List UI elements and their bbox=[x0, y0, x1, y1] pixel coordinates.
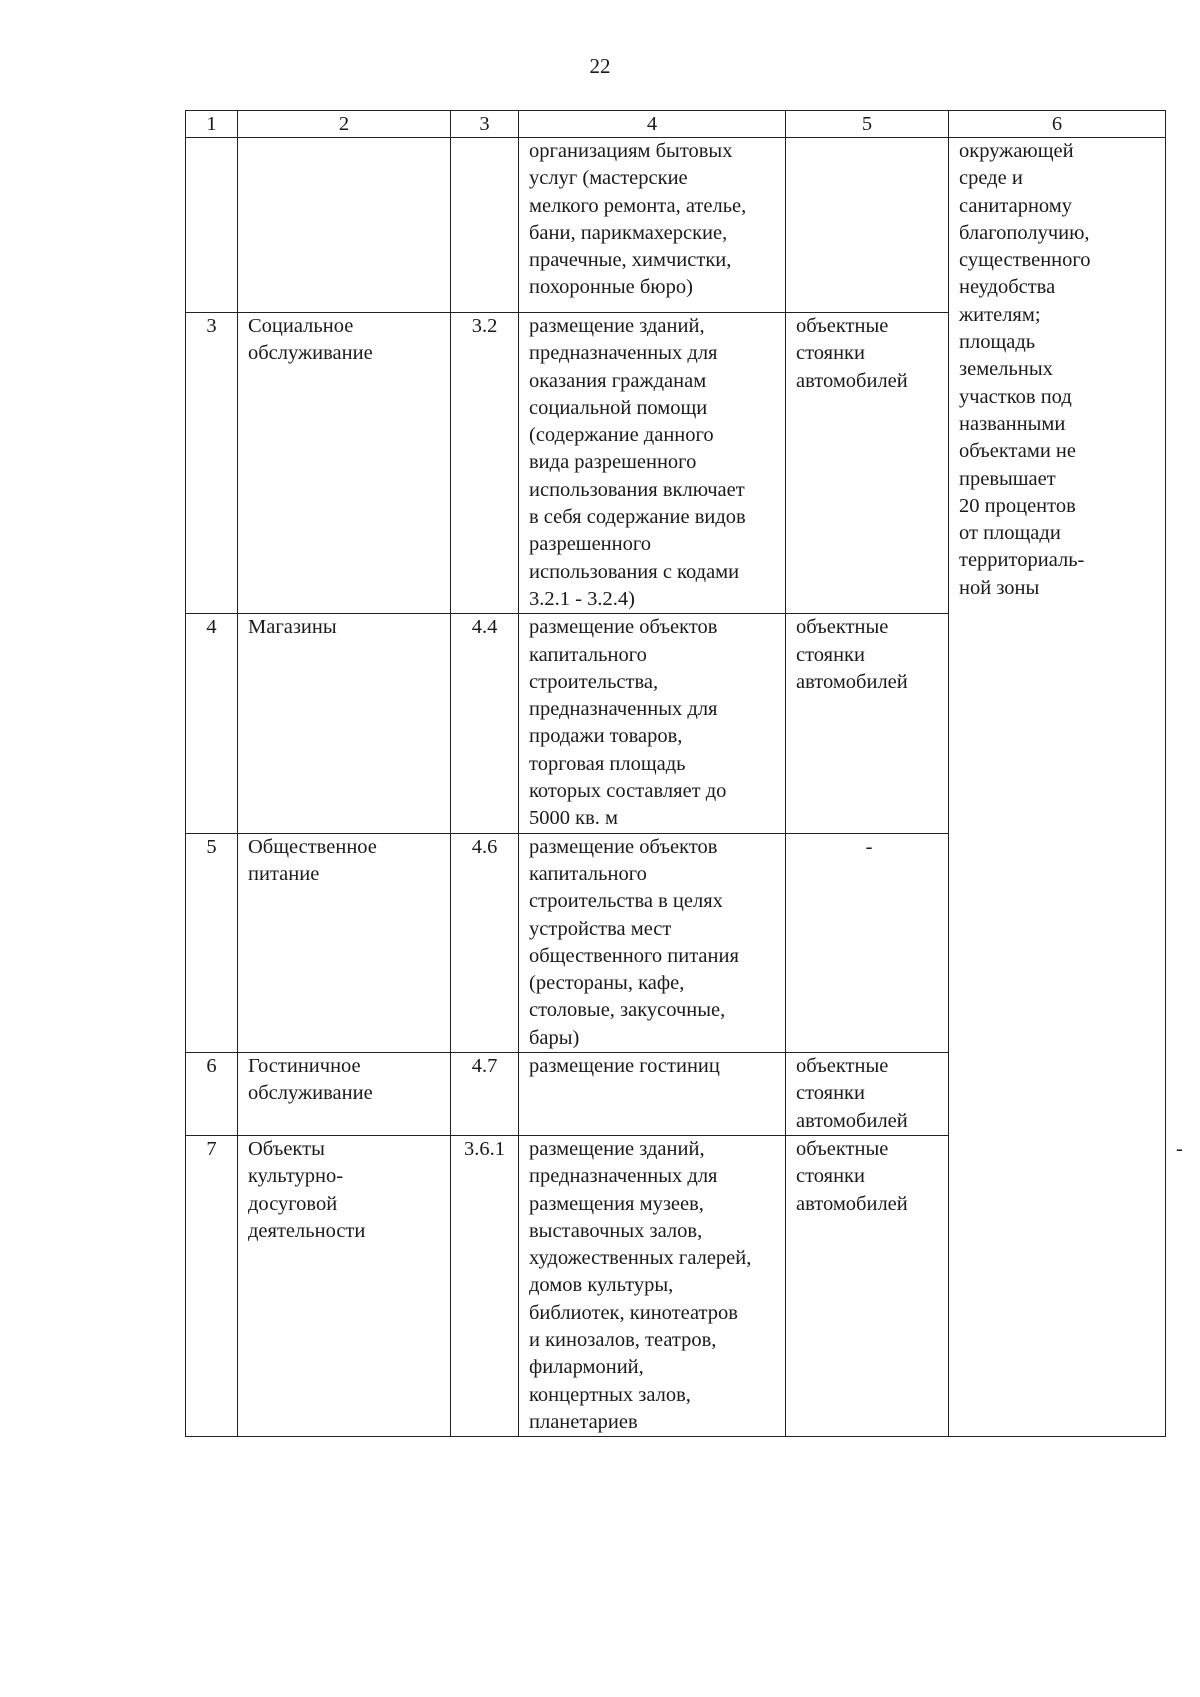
use-description-cell: организациям бытовых услуг (мастерские мелкого ремонта, ателье, бани, парикмахерские, прачечные, химчистки, похоронные бюро) bbox=[519, 138, 786, 313]
table-row: 7 Объекты культурно- досуговой деятельности 3.6.1 размещение зданий, предназначенных для размещения музеев, выставочных залов, художественных галерей, домов культуры, библиотек, кинотеатров и кинозалов, театров, филармоний, концертных залов, планетариев объектные стоянки автомобилей - bbox=[186, 1135, 1166, 1436]
use-name-cell bbox=[238, 138, 451, 313]
table-row-continuation bbox=[186, 138, 1166, 313]
restrictions-note-cell: окружающей среде и санитарному благополучию, существенного неудобства жителям; площадь земельных участков под названными объектами не превышает 20 процентов от площади территориаль- ной зоны bbox=[949, 138, 1166, 1437]
use-code-cell bbox=[451, 138, 519, 313]
column-header-3: 3 bbox=[451, 111, 519, 138]
use-description-cell: размещение зданий, предназначенных для оказания гражданам социальной помощи (содержание данного вида разрешенного использования включает в себя содержание видов разрешенного использования с кодами 3.2.1 - 3.2.4) bbox=[519, 313, 786, 614]
parking-cell: объектные стоянки автомобилей bbox=[786, 313, 949, 614]
use-name-cell: Магазины bbox=[238, 614, 451, 833]
use-code-cell: 4.7 bbox=[451, 1053, 519, 1136]
use-name-cell: Объекты культурно- досуговой деятельности bbox=[238, 1135, 451, 1436]
page-number: 22 bbox=[589, 54, 611, 78]
use-code-cell: 4.6 bbox=[451, 833, 519, 1052]
use-description-cell: размещение объектов капитального строительства в целях устройства мест общественного питания (рестораны, кафе, столовые, закусочные, бары) bbox=[519, 833, 786, 1052]
use-name-cell: Социальное обслуживание bbox=[238, 313, 451, 614]
column-header-1: 1 bbox=[186, 111, 238, 138]
parking-cell: объектные стоянки автомобилей bbox=[786, 1053, 949, 1136]
permitted-use-table bbox=[185, 110, 1183, 1437]
parking-cell: - bbox=[786, 833, 949, 1052]
row-number-cell bbox=[186, 138, 238, 313]
column-header-5: 5 bbox=[786, 111, 949, 138]
parking-cell: объектные стоянки автомобилей bbox=[786, 1135, 949, 1436]
row-number-cell: 7 bbox=[186, 1135, 238, 1436]
use-code-cell: 3.6.1 bbox=[451, 1135, 519, 1436]
row-number-cell: 6 bbox=[186, 1053, 238, 1136]
use-code-cell: 3.2 bbox=[451, 313, 519, 614]
parking-cell: объектные стоянки автомобилей bbox=[786, 614, 949, 833]
use-name-cell: Гостиничное обслуживание bbox=[238, 1053, 451, 1136]
use-code-cell: 4.4 bbox=[451, 614, 519, 833]
use-description-cell: размещение зданий, предназначенных для размещения музеев, выставочных залов, художественных галерей, домов культуры, библиотек, кинотеатров и кинозалов, театров, филармоний, концертных залов, планетариев bbox=[519, 1135, 786, 1436]
column-header-2: 2 bbox=[238, 111, 451, 138]
use-name-cell: Общественное питание bbox=[238, 833, 451, 1052]
header-row bbox=[186, 111, 1166, 138]
use-description-cell: размещение гостиниц bbox=[519, 1053, 786, 1136]
row-number-cell: 4 bbox=[186, 614, 238, 833]
column-header-4: 4 bbox=[519, 111, 786, 138]
parking-cell bbox=[786, 138, 949, 313]
row-number-cell: 5 bbox=[186, 833, 238, 1052]
use-description-cell: размещение объектов капитального строительства, предназначенных для продажи товаров, торговая площадь которых составляет до 5000 кв. м bbox=[519, 614, 786, 833]
column-header-6: 6 bbox=[949, 111, 1166, 138]
row-number-cell: 3 bbox=[186, 313, 238, 614]
